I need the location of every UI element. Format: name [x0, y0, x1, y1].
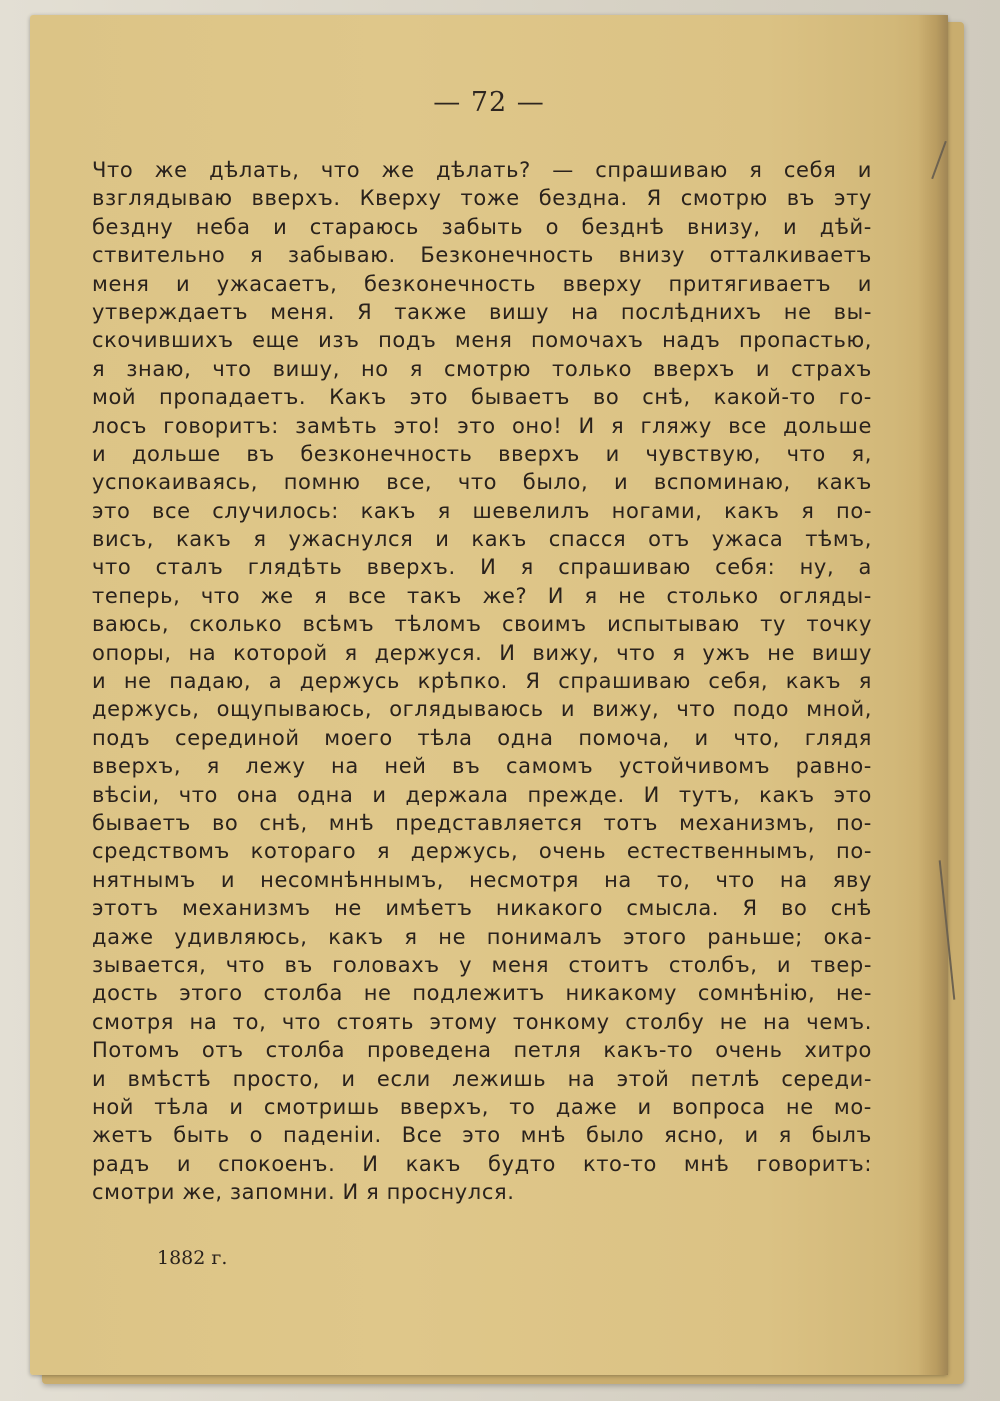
text-line: и вмѣстѣ просто, и если лежишь на этой петлѣ середи- — [92, 1066, 872, 1091]
text-line: взглядываю вверхъ. Кверху тоже бездна. Я смотрю въ эту — [92, 186, 872, 211]
text-line: меня и ужасаетъ, безконечность вверху притягиваетъ и — [92, 271, 872, 296]
text-line: средствомъ котораго я держусь, очень естественнымъ, по- — [92, 839, 872, 864]
text-line: держусь, ощупываюсь, оглядываюсь и вижу, что подо мной, — [92, 697, 872, 722]
date-signature: 1882 г. — [157, 1247, 228, 1269]
page-number: — 72 — — [433, 87, 545, 118]
text-line: жетъ быть о паденіи. Все это мнѣ было ясно, и я былъ — [92, 1123, 872, 1148]
text-line: бездну неба и стараюсь забыть о безднѣ внизу, и дѣй- — [92, 214, 872, 239]
text-line: нятнымъ и несомнѣннымъ, несмотря на то, что на яву — [92, 867, 872, 892]
text-line: вверхъ, я лежу на ней въ самомъ устойчивомъ равно- — [92, 754, 872, 779]
text-line: даже удивляюсь, какъ я не понималъ этого раньше; ока- — [92, 924, 872, 949]
text-line: этотъ механизмъ не имѣетъ никакого смысла. Я во снѣ — [92, 896, 872, 921]
text-line: лосъ говоритъ: замѣть это! это оно! И я гляжу все дольше — [92, 413, 872, 438]
text-line: ствительно я забываю. Безконечность внизу отталкиваетъ — [92, 243, 872, 268]
text-line: Потомъ отъ столба проведена петля какъ-то очень хитро — [92, 1038, 872, 1063]
text-line: успокаиваясь, помню все, что было, и вспоминаю, какъ — [92, 470, 872, 495]
text-line: радъ и спокоенъ. И какъ будто кто-то мнѣ говоритъ: — [92, 1151, 872, 1176]
text-line: смотря на то, что стоять этому тонкому столбу не на чемъ. — [92, 1009, 872, 1034]
text-line: мой пропадаетъ. Какъ это бываетъ во снѣ, какой-то го- — [92, 385, 872, 410]
page-worn-edge — [918, 15, 948, 1375]
body-text — [92, 156, 872, 1206]
text-line: подъ серединой моего тѣла одна помоча, и что, глядя — [92, 725, 872, 750]
text-line: ваюсь, сколько всѣмъ тѣломъ своимъ испытываю ту точку — [92, 612, 872, 637]
text-line: скочившихъ еще изъ подъ меня помочахъ надъ пропастью, — [92, 328, 872, 353]
text-line: зывается, что въ головахъ у меня стоитъ столбъ, и твер- — [92, 952, 872, 977]
text-line: ной тѣла и смотришь вверхъ, то даже и вопроса не мо- — [92, 1094, 872, 1119]
text-line: опоры, на которой я держуся. И вижу, что я ужъ не вишу — [92, 640, 872, 665]
text-line: и не падаю, а держусь крѣпко. Я спрашиваю себя, какъ я — [92, 669, 872, 694]
text-line: я знаю, что вишу, но я смотрю только вверхъ и страхъ — [92, 356, 872, 381]
text-line: висъ, какъ я ужаснулся и какъ спасся отъ ужаса тѣмъ, — [92, 527, 872, 552]
text-line: смотри же, запомни. И я проснулся. — [92, 1180, 515, 1205]
text-line: и дольше въ безконечность вверхъ и чувствую, что я, — [92, 441, 872, 466]
book-page — [30, 15, 948, 1375]
text-line: утверждаетъ меня. Я также вишу на послѣднихъ не вы- — [92, 299, 872, 324]
text-line: это все случилось: какъ я шевелилъ ногами, какъ я по- — [92, 498, 872, 523]
text-line: теперь, что же я все такъ же? И я не столько огляды- — [92, 583, 872, 608]
text-line: что сталъ глядѣть вверхъ. И я спрашиваю себя: ну, а — [92, 555, 872, 580]
text-line: Что же дѣлать, что же дѣлать? — спрашиваю я себя и — [92, 158, 872, 182]
text-line: бываетъ во снѣ, мнѣ представляется тотъ механизмъ, по- — [92, 810, 872, 835]
text-line: вѣсіи, что она одна и держала прежде. И тутъ, какъ это — [92, 782, 872, 807]
text-line: дость этого столба не подлежитъ никакому сомнѣнію, не- — [92, 981, 872, 1006]
